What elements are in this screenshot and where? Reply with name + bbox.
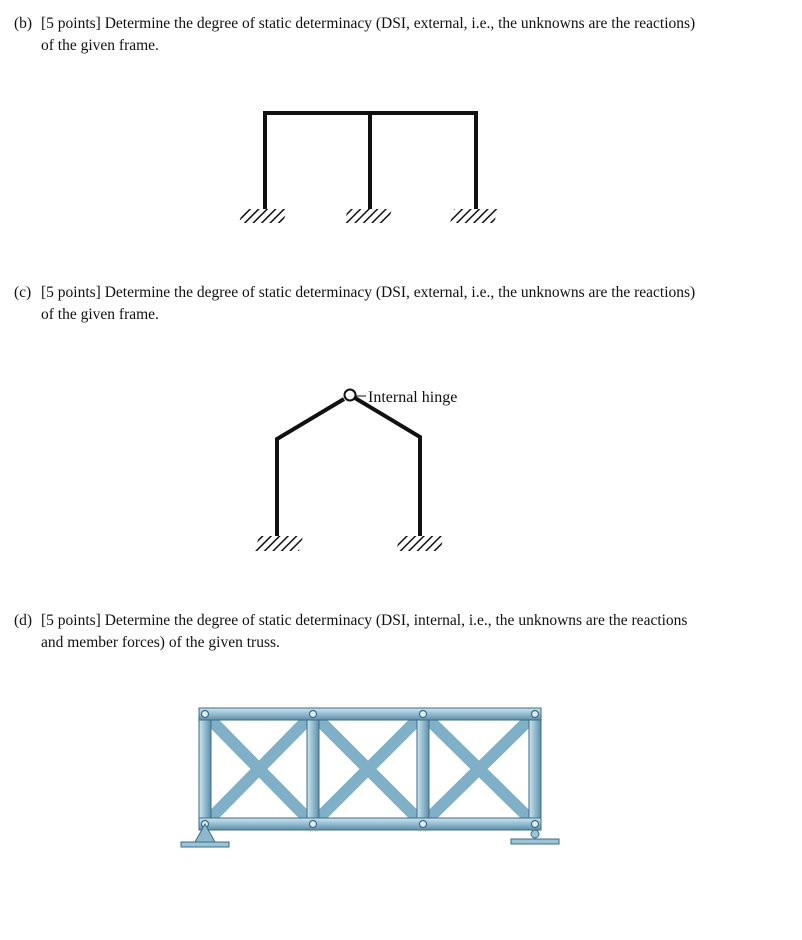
truss-d-figure [0, 695, 802, 860]
question-c-text: [5 points] Determine the degree of static determinacy (DSI, external, i.e., the unknowns are the reactions) [41, 284, 696, 301]
truss-bottom-chord [199, 818, 541, 830]
question-d-line1 [14, 610, 774, 632]
frame-c-figure [0, 380, 802, 560]
question-d-line2: and member forces) of the given truss. [41, 634, 280, 651]
question-d-label: (d) [14, 612, 33, 629]
truss-top-chord [199, 708, 541, 720]
fixed-support-c-right [396, 536, 444, 551]
frame-b-beam [265, 113, 476, 209]
hinge-label: Internal hinge [368, 389, 458, 406]
fixed-support-right [450, 209, 498, 223]
frame-b-figure [0, 100, 802, 240]
question-c-label: (c) [14, 284, 32, 301]
internal-hinge [345, 390, 356, 401]
fixed-support-left [239, 209, 287, 223]
fixed-support-c-left [255, 536, 303, 551]
question-b-text: [5 points] Determine the degree of static determinacy (DSI, external, i.e., the unknowns are the reactions) [41, 15, 696, 32]
frame-c-members [277, 399, 344, 536]
question-b [14, 13, 774, 57]
frame-c-members-right [355, 398, 420, 536]
question-c-line2: of the given frame. [41, 306, 159, 323]
question-b-line1 [14, 13, 774, 35]
question-d [14, 610, 774, 654]
question-b-label: (b) [14, 15, 33, 32]
truss-diagonals [205, 714, 535, 824]
question-c-line1 [14, 282, 774, 304]
question-d-text: [5 points] Determine the degree of static determinacy (DSI, internal, i.e., the unknowns are the reactions [41, 612, 688, 629]
question-b-line2: of the given frame. [41, 37, 159, 54]
question-c [14, 282, 774, 326]
roller-support [511, 830, 559, 844]
fixed-support-middle [344, 209, 392, 223]
